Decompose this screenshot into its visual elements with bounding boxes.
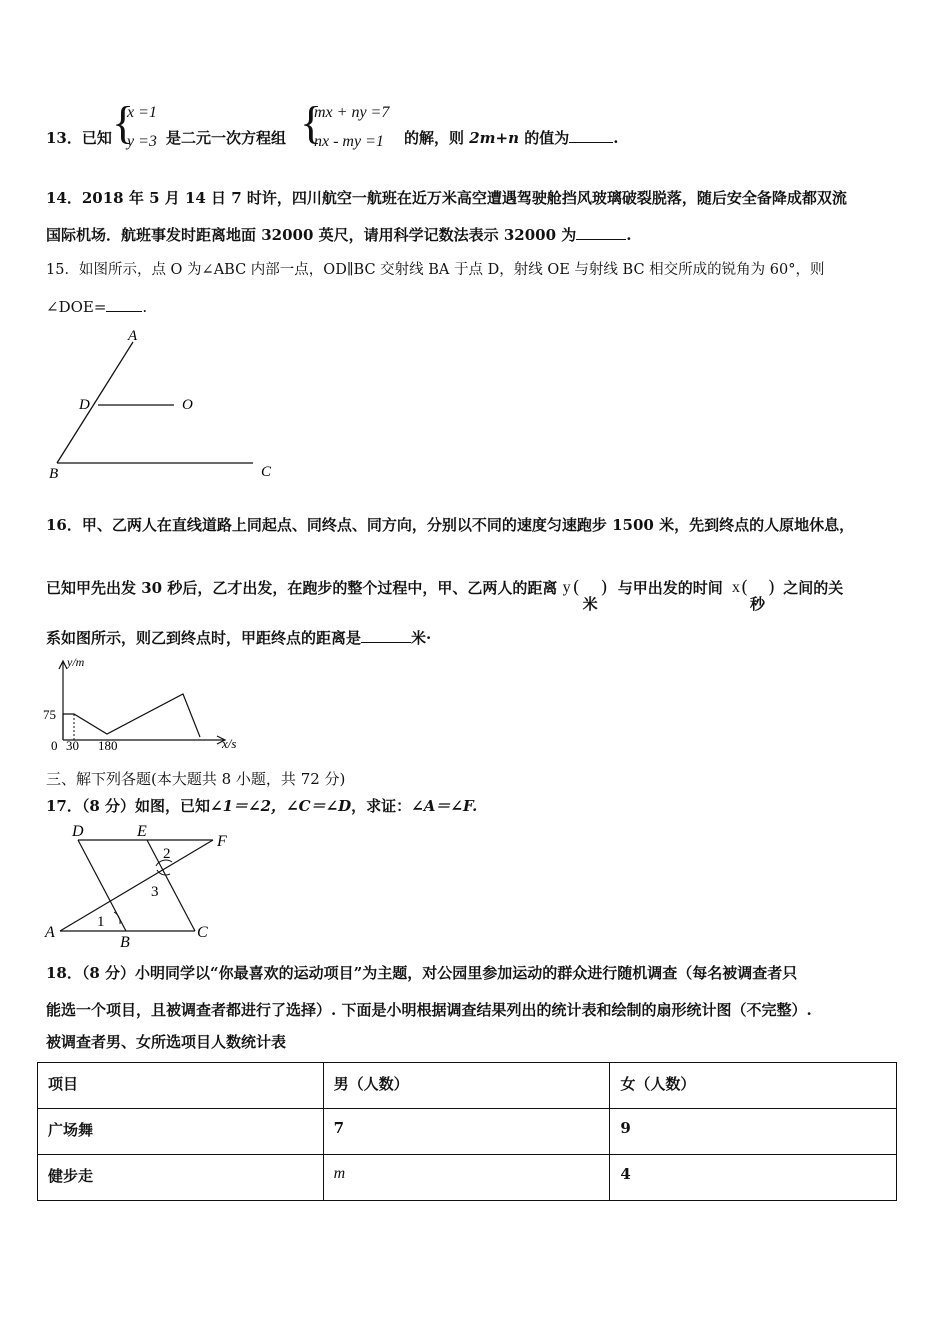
q17-angle-arc-1 [114, 912, 120, 924]
q17-segment-af [60, 840, 213, 931]
q15-end: . [142, 298, 148, 316]
q15-answer-blank[interactable] [106, 297, 142, 312]
table-cell-female: 4 [610, 1155, 897, 1201]
q17-angle-3: 3 [151, 884, 159, 900]
q17-text [46, 795, 477, 816]
q18-stats-table [37, 1062, 897, 1201]
q13-sys1-eq2: y =3 [127, 133, 157, 150]
q16-line2c: 之间的关 [783, 579, 844, 597]
q16-graph [40, 652, 250, 757]
q16-line3-text: 系如图所示，则乙到终点时，甲距终点的距离是 [46, 629, 362, 647]
q16-line2b: 与甲出发的时间 [617, 579, 723, 597]
q18-line1: 18．（8 分）小明同学以“你最喜欢的运动项目”为主题，对公园里参加运动的群众进行随机调查（每名被调查者只 [46, 964, 798, 982]
q16-y-paren-open: ( [572, 577, 580, 598]
q17-cond: ∠1＝∠2，∠C＝∠D [210, 797, 352, 815]
q16-ylabel: y/m [67, 655, 85, 669]
q16-x-unit: 秒 [750, 595, 766, 613]
q16-y-var: y [562, 579, 571, 596]
q17-label-f: F [217, 833, 227, 850]
q17-goal: ∠A＝∠F. [411, 797, 478, 815]
q18-line2: 能选一个项目，且被调查者都进行了选择）. 下面是小明根据调查结果列出的统计表和绘制的扇形统计图（不完整）. [46, 1001, 812, 1019]
table-header-row [38, 1063, 897, 1109]
q13-prefix: 13．已知 [46, 129, 112, 147]
q18-caption: 被调查者男、女所选项目人数统计表 [46, 1033, 287, 1051]
q15-line1: 15．如图所示，点 O 为∠ABC 内部一点，OD∥BC 交射线 BA 于点 D，射线 OE 与射线 BC 相交所成的锐角为 60°，则 [46, 262, 825, 278]
q13-sys2-eq2: nx - my =1 [314, 133, 384, 150]
q14-line2 [46, 224, 632, 245]
q17-text-b: ，求证： [351, 797, 412, 815]
q13-expr: 2m+n [469, 129, 520, 147]
q13-suffix-b: 的值为 [519, 129, 570, 147]
q15-figure [40, 325, 290, 485]
q15-line2 [46, 297, 147, 316]
q15-label-d: D [79, 397, 90, 413]
table-header-male: 男（人数） [323, 1063, 610, 1109]
q16-line3 [46, 627, 431, 648]
q16-end: 米· [411, 629, 432, 647]
q13-brace-2: { [300, 97, 323, 148]
section3-heading: 三、解下列各题(本大题共 8 小题，共 72 分) [46, 770, 346, 788]
q13-end: . [613, 129, 619, 147]
table-cell-male: m [323, 1155, 610, 1201]
q16-line2 [46, 577, 844, 613]
q17-label-d: D [72, 823, 84, 840]
q17-angle-1: 1 [97, 914, 105, 930]
q16-x-paren-close: ) [768, 577, 776, 598]
table-row [38, 1109, 897, 1155]
q17-angle-2: 2 [163, 846, 171, 862]
q13-brace-1: { [112, 97, 135, 148]
q15-label-b: B [49, 466, 59, 482]
q17-label-a: A [45, 924, 55, 941]
q15-label-a: A [128, 328, 138, 344]
table-cell-item: 健步走 [38, 1155, 324, 1201]
q13-suffix-a: 的解，则 [404, 129, 470, 147]
q15-label-o: O [182, 397, 193, 413]
q13-suffix [404, 127, 619, 148]
q16-distance-line [63, 694, 200, 740]
q15-line2-text: ∠DOE= [46, 298, 107, 316]
q15-ray-ba [57, 342, 133, 463]
q14-end: . [626, 226, 632, 244]
q17-label-b: B [120, 934, 130, 951]
q16-line1: 16．甲、乙两人在直线道路上同起点、同终点、同方向，分别以不同的速度匀速跑步 1500 米，先到终点的人原地休息， [46, 516, 855, 534]
table-cell-male: 7 [323, 1109, 610, 1155]
q13-mid: 是二元一次方程组 [166, 129, 287, 147]
q17-text-a: 17．（8 分）如图，已知 [46, 797, 211, 815]
table-cell-female: 9 [610, 1109, 897, 1155]
q17-figure [40, 818, 250, 953]
q16-x-paren-open: ( [741, 577, 749, 598]
q16-y-unit: 米 [582, 595, 598, 613]
q16-tick-75: 75 [43, 707, 56, 722]
q16-tick-180: 180 [98, 738, 118, 753]
q16-tick-30: 30 [66, 738, 79, 753]
q14-line1: 14．2018 年 5 月 14 日 7 时许，四川航空一航班在近万米高空遭遇驾驶舱挡风玻璃破裂脱落，随后安全备降成都双流 [46, 189, 847, 207]
q14-line2-text: 国际机场．航班事发时距离地面 32000 英尺，请用科学记数法表示 32000 为 [46, 226, 577, 244]
table-header-item: 项目 [38, 1063, 324, 1109]
q13-sys2-eq1: mx + ny =7 [314, 104, 390, 121]
q17-label-c: C [197, 924, 208, 941]
q13-sys1-eq1: x =1 [127, 104, 157, 121]
q16-x-var: x [732, 579, 741, 596]
q16-line2a: 已知甲先出发 30 秒后，乙才出发，在跑步的整个过程中，甲、乙两人的距离 [46, 579, 558, 597]
q16-answer-blank[interactable] [361, 628, 411, 643]
table-header-female: 女（人数） [610, 1063, 897, 1109]
table-row [38, 1155, 897, 1201]
q15-label-c: C [261, 464, 272, 480]
q13-answer-blank[interactable] [569, 128, 613, 143]
q17-label-e: E [137, 823, 147, 840]
q16-xlabel: x/s [222, 736, 237, 751]
q14-answer-blank[interactable] [576, 225, 626, 240]
q16-y-paren-close: ) [600, 577, 608, 598]
q16-tick-0: 0 [51, 738, 58, 753]
table-cell-item: 广场舞 [38, 1109, 324, 1155]
